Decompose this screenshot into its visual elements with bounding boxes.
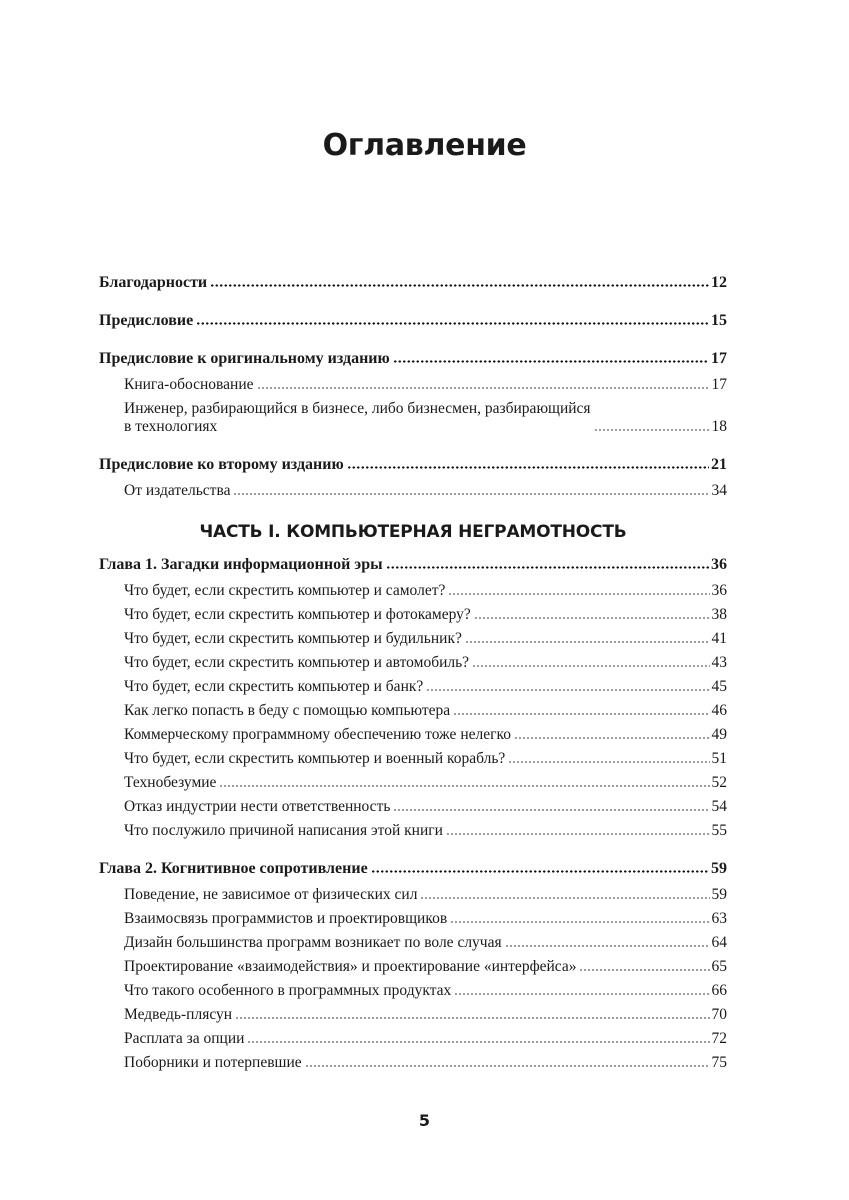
toc-entry-title: Глава 1. Загадки информационной эры	[99, 556, 383, 573]
toc-entry-page: 45	[711, 678, 727, 695]
toc-subentry[interactable]	[99, 1030, 727, 1048]
toc-entry-title: Поведение, не зависимое от физических сил	[124, 886, 418, 903]
toc-subentry[interactable]	[99, 1054, 727, 1072]
dot-leader	[393, 359, 709, 364]
toc-entry-title: Книга-обоснование	[124, 376, 254, 393]
toc-entry-page: 38	[711, 606, 727, 623]
toc-entry-title: Что будет, если скрестить компьютер и военный корабль?	[124, 750, 506, 767]
toc-entry-page: 49	[711, 726, 727, 743]
toc-entry-title: Предисловие	[99, 312, 194, 329]
dot-leader	[347, 465, 709, 470]
toc-entry-title	[124, 400, 591, 436]
toc-entry-title: От издательства	[124, 482, 231, 499]
dot-leader	[446, 832, 710, 836]
dot-leader	[579, 968, 709, 972]
toc-entry-page: 43	[711, 654, 727, 671]
toc-entry-page: 75	[711, 1054, 727, 1071]
dot-leader	[453, 712, 709, 716]
dot-leader	[386, 565, 709, 570]
chapter-2-sections	[99, 886, 727, 1072]
toc-entry-title: Благодарности	[99, 274, 208, 291]
dot-leader	[514, 736, 710, 740]
toc-entry-title: Глава 2. Когнитивное сопротивление	[99, 860, 368, 877]
toc-chapter-2[interactable]	[99, 860, 727, 878]
toc-entry-page: 70	[711, 1006, 727, 1023]
dot-leader	[233, 492, 709, 496]
toc-entry-page: 65	[711, 958, 727, 975]
toc-subentry[interactable]	[99, 750, 727, 768]
toc-entry-title: Что будет, если скрестить компьютер и банк?	[124, 678, 424, 695]
dot-leader	[247, 1040, 709, 1044]
toc-entry-title: Поборники и потерпевшие	[124, 1054, 302, 1071]
toc-entry-title: Что будет, если скрестить компьютер и самолет?	[124, 582, 446, 599]
page-title: Оглавление	[322, 128, 527, 163]
page-number: 5	[418, 1111, 431, 1130]
toc-entry-page: 36	[711, 556, 727, 573]
toc-entry-page: 17	[711, 376, 727, 393]
toc-entry-title: Дизайн большинства программ возникает по воле случая	[124, 934, 502, 951]
toc-entry-title: Взаимосвязь программистов и проектировщиков	[124, 910, 448, 927]
dot-leader	[450, 920, 709, 924]
dot-leader	[305, 1064, 710, 1068]
toc-entry-preface-second[interactable]	[99, 456, 727, 474]
dot-leader	[219, 784, 709, 788]
toc-entry-page: 66	[711, 982, 727, 999]
toc-entry-title: Медведь-плясун	[124, 1006, 233, 1023]
dot-leader	[257, 386, 710, 390]
toc-chapter-1[interactable]	[99, 556, 727, 574]
dot-leader	[474, 616, 710, 620]
dot-leader	[448, 592, 709, 596]
toc-subentry[interactable]	[99, 678, 727, 696]
toc-subentry[interactable]	[99, 798, 727, 816]
toc-entry-page: 12	[711, 274, 727, 291]
toc-subentry[interactable]	[99, 606, 727, 624]
toc-entry-page: 34	[711, 482, 727, 499]
dot-leader	[426, 688, 709, 692]
toc-subentry[interactable]	[99, 630, 727, 648]
toc-subentry[interactable]	[99, 958, 727, 976]
toc-subentry[interactable]	[99, 822, 727, 840]
toc-entry-page: 59	[711, 886, 727, 903]
toc-subentry[interactable]	[99, 886, 727, 904]
toc-subentry[interactable]	[99, 400, 727, 436]
dot-leader	[393, 808, 709, 812]
toc-entry-title: Что послужило причиной написания этой книги	[124, 822, 443, 839]
toc-subentry[interactable]	[99, 376, 727, 394]
toc-entry-page: 41	[711, 630, 727, 647]
dot-leader	[420, 896, 709, 900]
toc-subentry[interactable]	[99, 582, 727, 600]
toc-entry-page: 59	[711, 860, 727, 877]
toc-subentry[interactable]	[99, 482, 727, 500]
toc-subentry[interactable]	[99, 654, 727, 672]
toc-entry-page: 18	[711, 418, 727, 435]
part-heading: ЧАСТЬ I. КОМПЬЮТЕРНАЯ НЕГРАМОТНОСТЬ	[199, 522, 627, 542]
toc-entry-title: Технобезумие	[124, 774, 217, 791]
toc-entry-title-line2: в технологиях	[124, 418, 218, 435]
toc-entry-title: Расплата за опции	[124, 1030, 245, 1047]
toc-entry-title: Отказ индустрии нести ответственность	[124, 798, 391, 815]
toc-entry-title: Предисловие к оригинальному изданию	[99, 350, 390, 367]
toc-entry-page: 54	[711, 798, 727, 815]
toc-entry-preface[interactable]	[99, 312, 727, 330]
dot-leader	[235, 1016, 709, 1020]
dot-leader	[196, 321, 709, 326]
toc-entry-page: 36	[711, 582, 727, 599]
toc-subentry[interactable]	[99, 702, 727, 720]
toc-entry-page: 64	[711, 934, 727, 951]
toc-entry-page: 55	[711, 822, 727, 839]
toc-entry-title: Что будет, если скрестить компьютер и автомобиль?	[124, 654, 470, 671]
toc-entry-page: 52	[711, 774, 727, 791]
toc-entry-page: 21	[711, 456, 727, 473]
toc-entry-page: 46	[711, 702, 727, 719]
toc-entry-title: Как легко попасть в беду с помощью компьютера	[124, 702, 451, 719]
toc-entry-page: 72	[711, 1030, 727, 1047]
toc-subentry[interactable]	[99, 934, 727, 952]
toc-entry-title: Что будет, если скрестить компьютер и фотокамеру?	[124, 606, 471, 623]
dot-leader	[505, 944, 710, 948]
toc-entry-title: Что будет, если скрестить компьютер и будильник?	[124, 630, 462, 647]
dot-leader	[371, 869, 709, 874]
dot-leader	[472, 664, 709, 668]
toc-entry-title: Что такого особенного в программных продуктах	[124, 982, 452, 999]
dot-leader	[508, 760, 709, 764]
toc-subentry[interactable]	[99, 982, 727, 1000]
dot-leader	[210, 283, 709, 288]
toc-entry-acknowledgements[interactable]	[99, 274, 727, 292]
chapter-1-sections	[99, 582, 727, 840]
toc-entry-page: 51	[711, 750, 727, 767]
toc-entry-title-line1: Инженер, разбирающийся в бизнесе, либо бизнесмен, разбирающийся	[124, 400, 591, 417]
toc-subentry[interactable]	[99, 910, 727, 928]
toc-entry-page: 63	[711, 910, 727, 927]
toc-subentry[interactable]	[99, 774, 727, 792]
toc-subentry[interactable]	[99, 1006, 727, 1024]
toc-entry-preface-original[interactable]	[99, 350, 727, 368]
toc-entry-title: Предисловие ко второму изданию	[99, 456, 344, 473]
toc-subentry[interactable]	[99, 726, 727, 744]
dot-leader	[454, 992, 709, 996]
toc-entry-page: 15	[711, 312, 727, 329]
table-of-contents	[99, 274, 727, 1072]
toc-entry-page: 17	[711, 350, 727, 367]
toc-entry-title: Проектирование «взаимодействия» и проектирование «интерфейса»	[124, 958, 577, 975]
dot-leader	[594, 428, 710, 432]
toc-entry-title: Коммерческому программному обеспечению тоже нелегко	[124, 726, 511, 743]
dot-leader	[465, 640, 710, 644]
